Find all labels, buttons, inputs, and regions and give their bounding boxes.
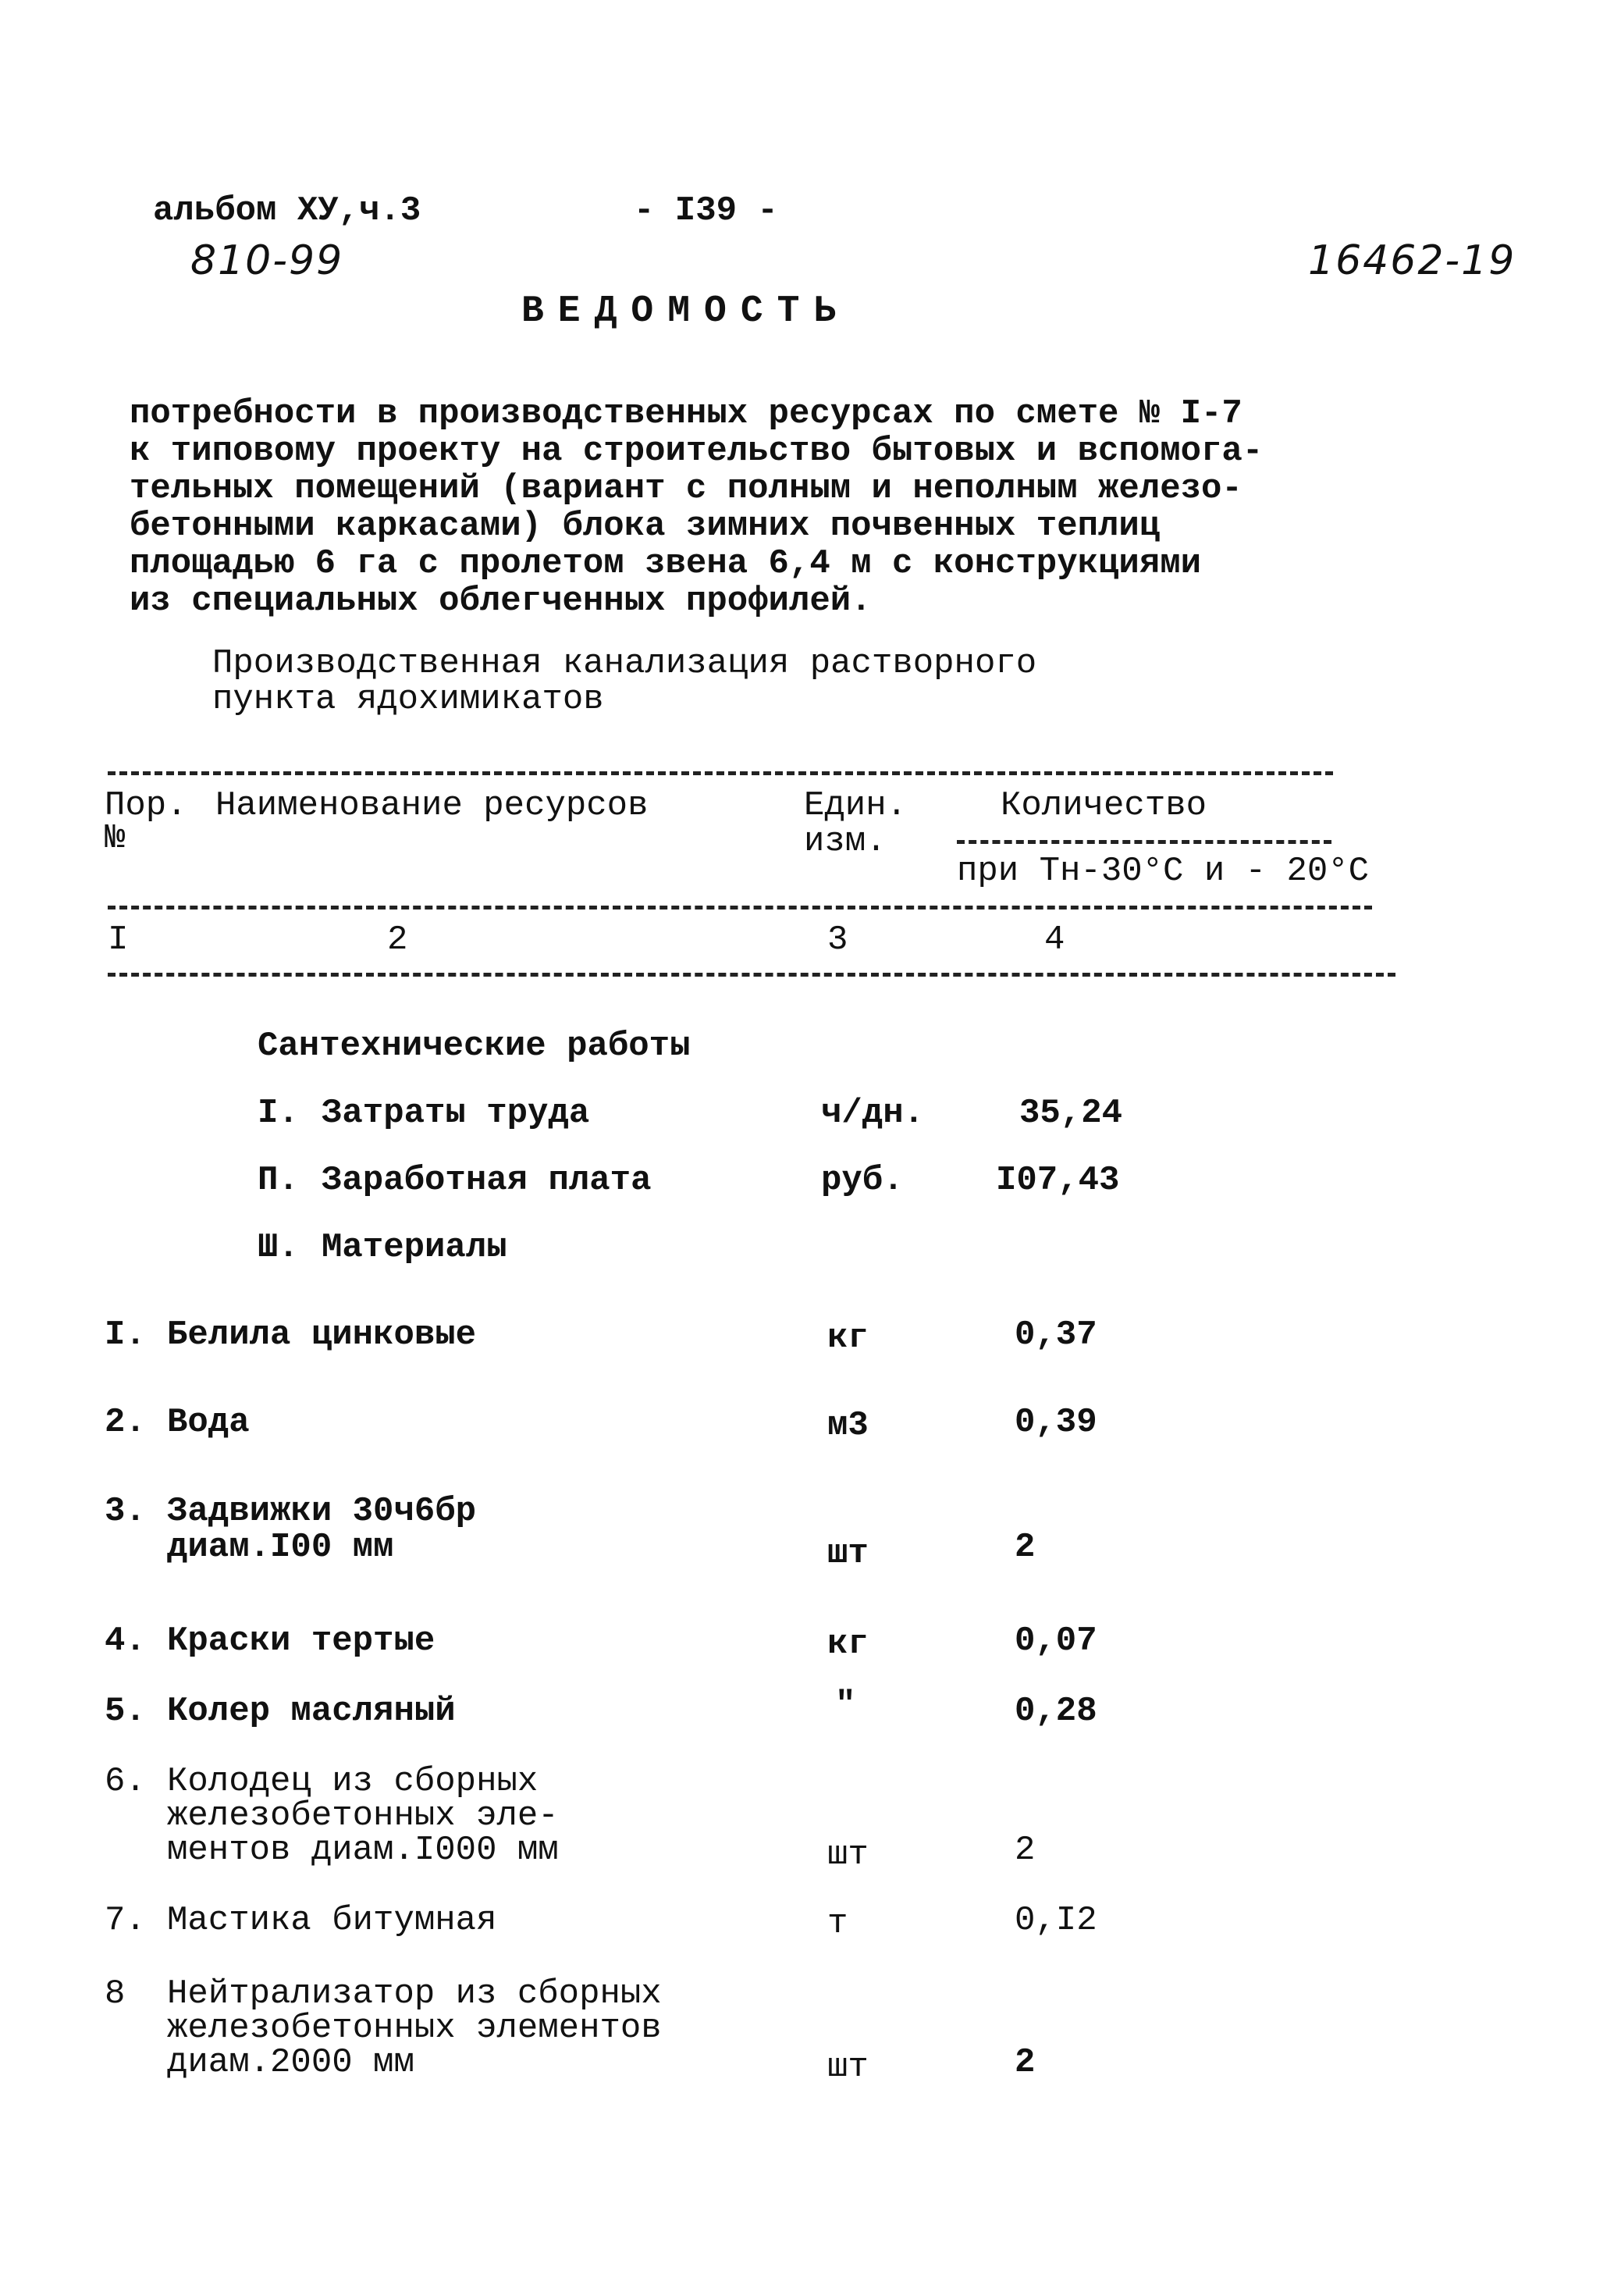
item-name: Колер масляный bbox=[167, 1692, 456, 1731]
row-name: Заработная плата bbox=[322, 1161, 652, 1200]
column-header-unit: Един. bbox=[804, 786, 908, 825]
section-title: Сантехнические работы bbox=[258, 1027, 691, 1066]
document-title: ВЕДОМОСТЬ bbox=[521, 290, 851, 333]
item-quantity: 0,39 bbox=[1015, 1403, 1097, 1442]
column-number-3: 3 bbox=[827, 920, 848, 959]
item-unit: м3 bbox=[827, 1406, 869, 1445]
row-name: Затраты труда bbox=[322, 1094, 590, 1133]
column-header-name: Наименование ресурсов bbox=[215, 786, 649, 825]
item-number: 8 bbox=[105, 1974, 126, 2013]
row-quantity: 35,24 bbox=[1019, 1094, 1123, 1133]
column-numbers-rule bbox=[108, 973, 1395, 977]
item-quantity: 2 bbox=[1015, 2043, 1036, 2082]
item-number: 2. bbox=[105, 1403, 146, 1442]
item-name-line2: железобетонных эле- bbox=[167, 1796, 559, 1835]
column-number-1: I bbox=[108, 920, 129, 959]
item-unit: кг bbox=[827, 1625, 869, 1664]
intro-line: бетонными каркасами) блока зимних почвенных теплиц bbox=[130, 507, 1161, 546]
row-number: Ш. bbox=[258, 1228, 299, 1267]
row-unit: руб. bbox=[821, 1161, 904, 1200]
intro-line: площадью 6 га с пролетом звена 6,4 м с конструкциями bbox=[130, 544, 1202, 583]
item-number: 5. bbox=[105, 1692, 146, 1731]
row-number: П. bbox=[258, 1161, 299, 1200]
intro-line: к типовому проекту на строительство бытовых и вспомога- bbox=[130, 432, 1264, 471]
item-number: 4. bbox=[105, 1621, 146, 1661]
row-name: Материалы bbox=[322, 1228, 507, 1267]
item-name-line3: диам.2000 мм bbox=[167, 2043, 414, 2082]
row-unit: ч/дн. bbox=[821, 1094, 925, 1133]
intro-line: тельных помещений (вариант с полным и неполным железо- bbox=[130, 469, 1242, 508]
item-number: 7. bbox=[105, 1901, 146, 1940]
item-quantity: 0,28 bbox=[1015, 1692, 1097, 1731]
column-header-quantity: Количество bbox=[1001, 786, 1207, 825]
item-quantity: 0,07 bbox=[1015, 1621, 1097, 1661]
row-quantity: I07,43 bbox=[996, 1161, 1120, 1200]
item-quantity: 2 bbox=[1015, 1831, 1036, 1870]
handwritten-document-number: 16462-19 bbox=[1308, 237, 1516, 284]
item-unit: шт bbox=[827, 1534, 869, 1573]
item-name-line2: железобетонных элементов bbox=[167, 2009, 662, 2048]
column-header-quantity-condition: при Тн-30°С и - 20°С bbox=[957, 852, 1370, 891]
item-name: Нейтрализатор из сборных bbox=[167, 1974, 662, 2013]
column-header-number-sign: № bbox=[105, 819, 126, 858]
item-quantity: 2 bbox=[1015, 1528, 1036, 1567]
table-header-rule bbox=[108, 906, 1372, 910]
table-top-rule bbox=[108, 771, 1333, 775]
item-unit: шт bbox=[827, 2048, 869, 2087]
column-header-unit-line2: изм. bbox=[804, 822, 887, 861]
column-header-number: Пор. bbox=[105, 786, 187, 825]
item-unit: шт bbox=[827, 1835, 869, 1874]
item-unit: " bbox=[835, 1686, 856, 1725]
page-number: - I39 - bbox=[634, 191, 778, 230]
item-quantity: 0,I2 bbox=[1015, 1901, 1097, 1940]
handwritten-archive-number: 810-99 bbox=[190, 237, 344, 284]
item-number: 3. bbox=[105, 1492, 146, 1531]
item-name-line2: диам.I00 мм bbox=[167, 1528, 394, 1567]
subtitle-line: Производственная канализация растворного bbox=[212, 644, 1037, 683]
intro-line: из специальных облегченных профилей. bbox=[130, 582, 872, 621]
album-reference: альбом ХУ,ч.3 bbox=[153, 191, 421, 230]
row-number: I. bbox=[258, 1094, 299, 1133]
item-name: Задвижки 30ч6бр bbox=[167, 1492, 477, 1531]
intro-line: потребности в производственных ресурсах по смете № I-7 bbox=[130, 394, 1242, 433]
column-number-4: 4 bbox=[1044, 920, 1065, 959]
item-quantity: 0,37 bbox=[1015, 1315, 1097, 1354]
item-name: Краски тертые bbox=[167, 1621, 435, 1661]
item-name-line3: ментов диам.I000 мм bbox=[167, 1831, 559, 1870]
item-name: Вода bbox=[167, 1403, 250, 1442]
item-name: Белила цинковые bbox=[167, 1315, 477, 1354]
item-unit: кг bbox=[827, 1319, 869, 1358]
item-name: Мастика битумная bbox=[167, 1901, 497, 1940]
item-number: I. bbox=[105, 1315, 146, 1354]
item-number: 6. bbox=[105, 1762, 146, 1801]
quantity-subheader-rule bbox=[957, 840, 1331, 844]
subtitle-line: пункта ядохимикатов bbox=[212, 680, 604, 719]
column-number-2: 2 bbox=[387, 920, 408, 959]
item-unit: т bbox=[827, 1904, 848, 1943]
item-name: Колодец из сборных bbox=[167, 1762, 539, 1801]
